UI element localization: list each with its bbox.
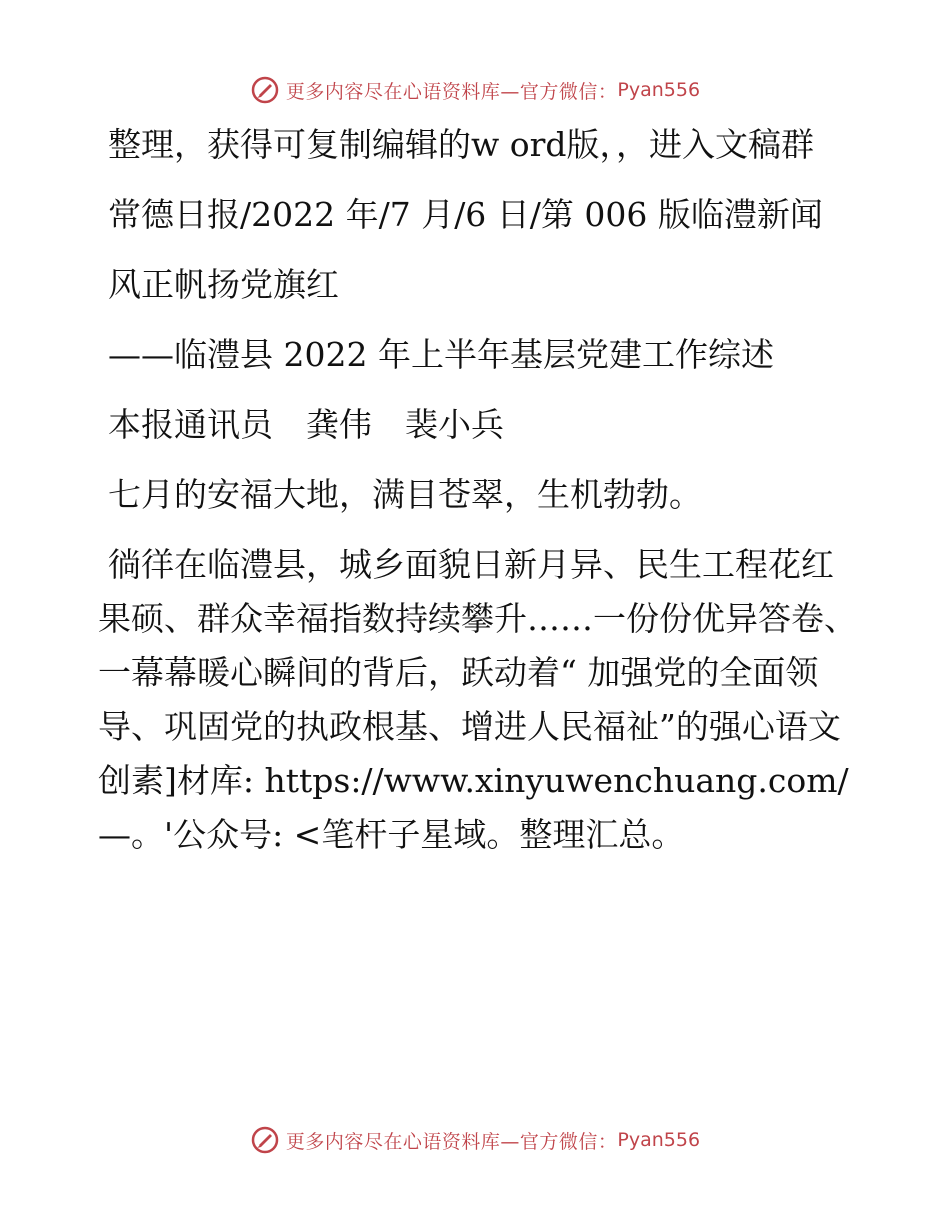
- watermark-wechat-id: Pyan556: [617, 79, 701, 101]
- xinyu-logo-icon: [250, 75, 280, 105]
- paragraph-lead: 七月的安福大地，满目苍翠，生机勃勃。: [108, 475, 702, 514]
- watermark-text: 更多内容尽在心语资料库—官方微信：: [285, 1130, 618, 1153]
- paragraph-source: 常德日报/2022 年/7 月/6 日/第 006 版临澧新闻: [108, 195, 823, 234]
- article-title: 风正帆扬党旗红: [108, 265, 339, 304]
- watermark-text: 更多内容尽在心语资料库—官方微信：: [285, 80, 618, 103]
- paragraph-body: 徜徉在临澧县，城乡面貌日新月异、民生工程花红果硕、群众幸福指数持续攀升……一份份优异答卷、一幕幕暖心瞬间的背后，跃动着“ 加强党的全面领导、巩固党的执政根基、增进人民福祉”的强心语文创素]材库: https://www.xinyuwenchuang.com/—。'公众号: <笔杆子星域。整理汇总。: [98, 545, 857, 854]
- document-body: [98, 118, 858, 878]
- article-byline: 本报通讯员 龚伟 裴小兵: [108, 405, 504, 444]
- watermark-wechat-id: Pyan556: [617, 1129, 701, 1151]
- xinyu-logo-icon: [250, 1125, 280, 1155]
- footer-watermark: [0, 1120, 950, 1160]
- paragraph-intro: 整理，获得可复制编辑的w ord版，，进入文稿群: [108, 125, 815, 164]
- article-subtitle: ——临澧县 2022 年上半年基层党建工作综述: [108, 335, 774, 374]
- header-watermark: [0, 70, 950, 110]
